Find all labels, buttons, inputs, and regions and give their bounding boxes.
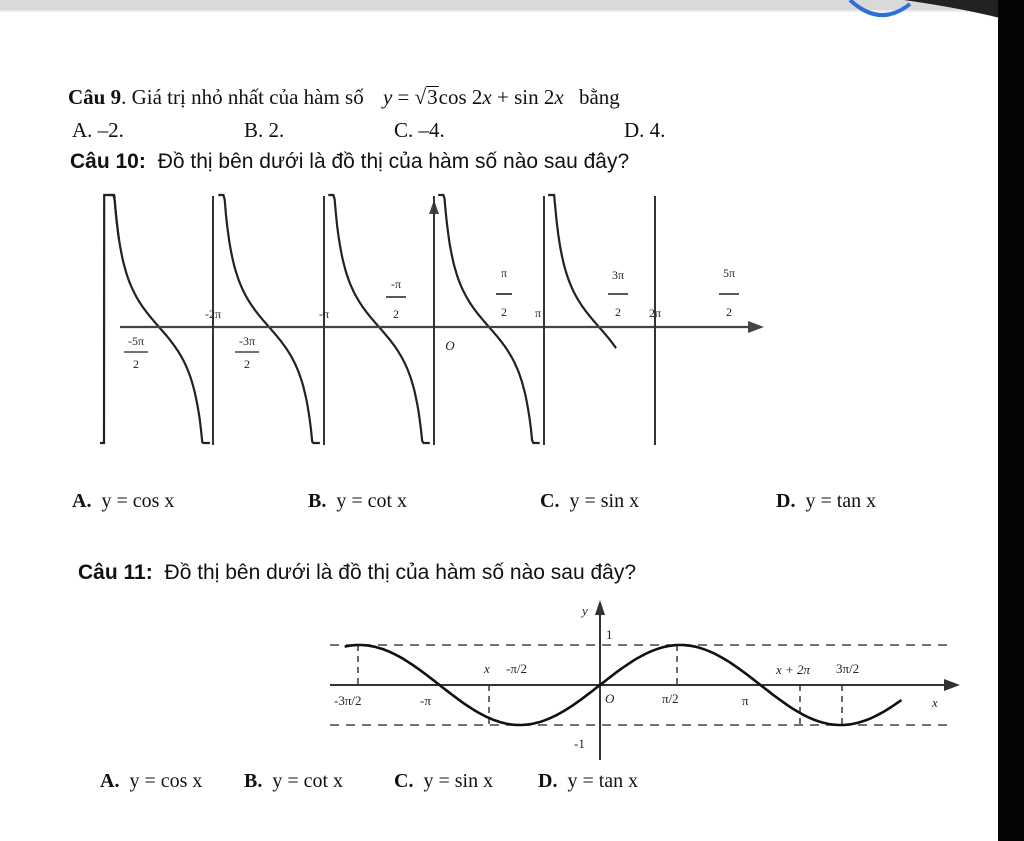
q9-text: . Giá trị nhỏ nhất của hàm số xyxy=(121,85,364,109)
q11-label-x-plus-2pi: x + 2π xyxy=(776,662,811,677)
q11-label-x-near: x xyxy=(484,661,490,676)
question-11 xyxy=(78,560,636,586)
q10-option-c[interactable]: C. y = sin x xyxy=(540,490,640,512)
q11-label-negpi2: -π/2 xyxy=(506,661,528,676)
q11-label-pi: π xyxy=(742,693,749,708)
q10-tick-neg3pi2-den: 2 xyxy=(244,357,250,371)
q10-tick-neg2pi: -2π xyxy=(204,307,222,321)
q10-option-d-formula: y = tan x xyxy=(805,490,877,512)
q10-cot-graph xyxy=(100,190,780,450)
q11-label-pi2: π/2 xyxy=(662,691,679,706)
q11-y-arrow xyxy=(595,600,605,615)
q10-asymptotes xyxy=(213,196,655,445)
q9-label: Câu 9 xyxy=(68,85,122,109)
q10-option-c-formula: y = sin x xyxy=(569,490,640,512)
q10-option-a-formula: y = cos x xyxy=(101,490,175,512)
q10-tick-5pi2-den: 2 xyxy=(726,305,732,319)
q9-formula: y = √3cos 2x + sin 2x xyxy=(382,85,564,109)
q11-option-c[interactable]: C. y = sin x xyxy=(394,770,494,792)
q10-label: Câu 10: xyxy=(70,150,146,173)
q11-option-d-formula: y = tan x xyxy=(567,770,639,792)
corner-decoration xyxy=(840,0,1000,24)
q11-label: Câu 11: xyxy=(78,561,153,584)
q10-x-arrow xyxy=(748,321,764,333)
q11-label-neg3pi2: -3π/2 xyxy=(334,693,362,708)
q11-label-3pi2: 3π/2 xyxy=(836,661,860,676)
q11-option-a[interactable]: A. y = cos x xyxy=(100,770,203,792)
q10-option-d[interactable]: D. y = tan x xyxy=(776,490,877,512)
q9-option-c[interactable]: C. –4. xyxy=(394,118,445,142)
q10-tick-negpi: -π xyxy=(318,307,330,321)
q11-y-label: y xyxy=(582,603,588,618)
q10-tick-5pi2-num: 5π xyxy=(722,266,736,280)
q10-tick-negpi2-den: 2 xyxy=(393,307,399,321)
cot-branch-0 xyxy=(100,195,119,443)
q9-option-d[interactable]: D. 4. xyxy=(624,118,666,142)
q10-tick-neg5pi2-den: 2 xyxy=(133,357,139,371)
q11-origin: O xyxy=(605,691,615,706)
cot-branch-4 xyxy=(438,195,540,443)
q10-tick-pi: π xyxy=(534,306,542,320)
q11-label-one: 1 xyxy=(606,627,613,642)
q10-tick-pi2-num: π xyxy=(500,266,508,280)
question-9 xyxy=(68,84,620,110)
q10-option-b[interactable]: B. y = cot x xyxy=(308,490,408,512)
q11-sin-graph xyxy=(320,595,970,765)
q11-option-d[interactable]: D. y = tan x xyxy=(538,770,639,792)
right-edge-bar xyxy=(998,0,1024,841)
q10-option-b-formula: y = cot x xyxy=(336,490,408,512)
q10-text: Đồ thị bên dưới là đồ thị của hàm số nào sau đây? xyxy=(157,150,630,173)
cot-branch-3 xyxy=(328,195,430,443)
q11-x-label: x xyxy=(932,695,938,710)
cot-branch-5 xyxy=(548,195,616,348)
q9-suffix: bằng xyxy=(578,85,620,109)
q11-option-b-formula: y = cot x xyxy=(272,770,344,792)
q10-option-a[interactable]: A. y = cos x xyxy=(72,490,175,512)
q10-tick-pi2-den: 2 xyxy=(501,305,507,319)
q11-label-negpi: -π xyxy=(420,693,431,708)
q10-tick-neg3pi2-num: -3π xyxy=(238,334,256,348)
question-10 xyxy=(70,149,629,175)
q9-option-a[interactable]: A. –2. xyxy=(72,118,124,142)
q9-option-b[interactable]: B. 2. xyxy=(244,118,285,142)
q11-text: Đồ thị bên dưới là đồ thị của hàm số nào sau đây? xyxy=(164,561,637,584)
cot-branch-2 xyxy=(218,195,320,443)
q10-tick-3pi2-num: 3π xyxy=(611,268,625,282)
q10-tick-2pi: 2π xyxy=(648,306,662,320)
q11-label-neg-one: -1 xyxy=(574,736,585,751)
q11-option-c-formula: y = sin x xyxy=(423,770,494,792)
q10-tick-3pi2-den: 2 xyxy=(615,305,621,319)
q11-option-b[interactable]: B. y = cot x xyxy=(244,770,344,792)
cot-branch-1 xyxy=(108,195,209,443)
q11-x-arrow xyxy=(944,679,960,691)
q11-option-a-formula: y = cos x xyxy=(129,770,203,792)
q10-tick-neg5pi2-num: -5π xyxy=(127,334,145,348)
q10-tick-negpi2-num: -π xyxy=(390,277,402,291)
q10-origin-label: O xyxy=(445,338,455,353)
